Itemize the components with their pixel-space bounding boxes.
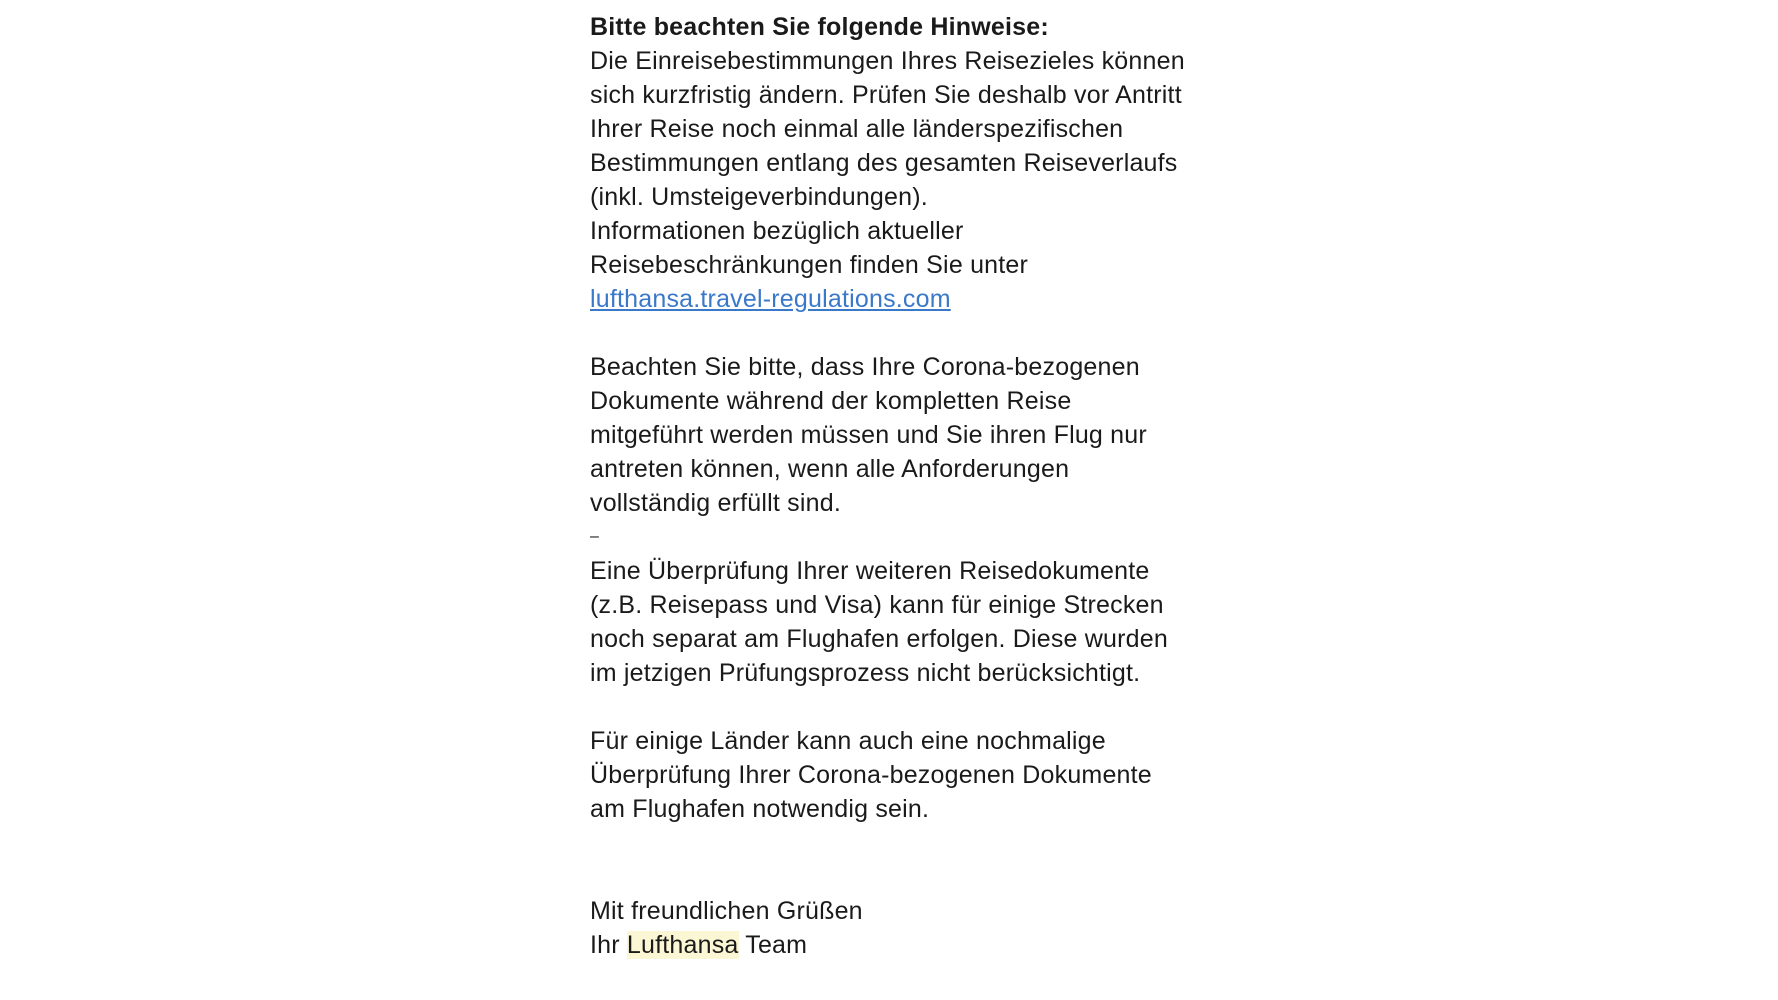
paragraph-line: mitgeführt werden müssen und Sie ihren Flug nur [590,421,1147,449]
paragraph-line: Dokumente während der kompletten Reise [590,387,1072,415]
paragraph-line: Die Einreisebestimmungen Ihres Reisezieles können [590,47,1185,75]
travel-regulations-link[interactable]: lufthansa.travel-regulations.com [590,285,951,313]
paragraph-line: Beachten Sie bitte, dass Ihre Corona-bezogenen [590,353,1140,381]
paragraph-line: Eine Überprüfung Ihrer weiteren Reisedokumente [590,557,1150,585]
paragraph-line: antreten können, wenn alle Anforderungen [590,455,1070,483]
travel-regulations-link-line [590,282,1230,316]
signature-brand: Lufthansa [626,931,739,959]
signature-prefix: Ihr [590,931,627,959]
separator-dash: – [590,528,600,545]
blank-line [590,826,1230,860]
paragraph-line: Überprüfung Ihrer Corona-bezogenen Dokumente [590,761,1152,789]
paragraph-line: sich kurzfristig ändern. Prüfen Sie deshalb vor Antritt [590,81,1182,109]
blank-line [590,690,1230,724]
paragraph-line: Bestimmungen entlang des gesamten Reiseverlaufs [590,149,1178,177]
paragraph-line: im jetzigen Prüfungsprozess nicht berücksichtigt. [590,659,1141,687]
paragraph-line: am Flughafen notwendig sein. [590,795,930,823]
paragraph-line: vollständig erfüllt sind. [590,489,841,517]
email-body [590,10,1230,962]
paragraph-line: Reisebeschränkungen finden Sie unter [590,251,1029,279]
paragraph-line: (z.B. Reisepass und Visa) kann für einige Strecken [590,591,1164,619]
paragraph-line: Für einige Länder kann auch eine nochmalige [590,727,1106,755]
signature-suffix: Team [738,931,808,959]
closing-greeting: Mit freundlichen Grüßen [590,897,863,925]
paragraph-line: Informationen bezüglich aktueller [590,217,964,245]
blank-line [590,316,1230,350]
notice-heading: Bitte beachten Sie folgende Hinweise: [590,13,1049,41]
signature [590,928,1230,962]
paragraph-line: (inkl. Umsteigeverbindungen). [590,183,928,211]
blank-line [590,860,1230,894]
paragraph-line: Ihrer Reise noch einmal alle länderspezifischen [590,115,1124,143]
paragraph-line: noch separat am Flughafen erfolgen. Diese wurden [590,625,1168,653]
